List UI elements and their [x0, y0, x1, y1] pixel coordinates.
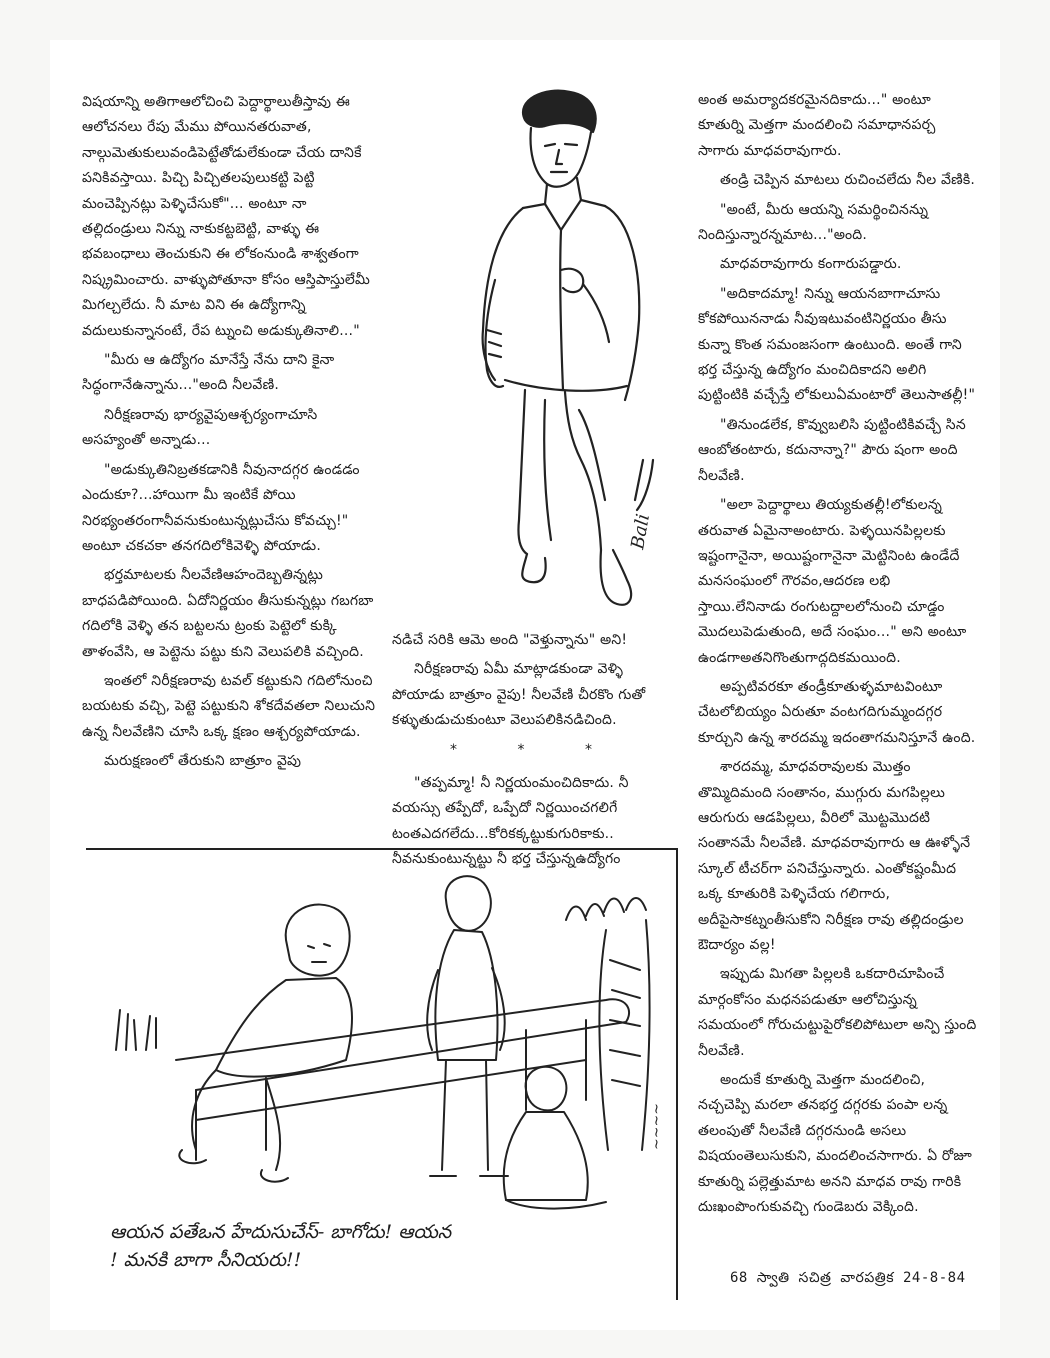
paragraph: "అంటే, మీరు ఆయన్ని సమర్థించినన్ను నిందిస్తున్నారన్నమాట..."అంది. — [698, 201, 929, 244]
svg-text:~~~~: ~~~~ — [649, 1103, 665, 1150]
paragraph: ఇప్పుడు మిగతా పిల్లలకి ఒకదారిచూపించే మార్గంకోసం మధనపడుతూ ఆలోచిస్తున్న సమయంలో గోరుచుట్టుపైరోకలిపోటులా అన్పి స్తుంది నీలవేణి. — [698, 966, 977, 1059]
caption-line: ఆయన పతేఒన హేదుసుచేస్- బాగోదు! ఆయన — [110, 1221, 452, 1243]
paragraph: తండ్రి చెప్పిన మాటలు రుచించలేదు నీల వేణికి. — [720, 172, 976, 189]
caption-line: ! మనకి బాగా సీనియరు!! — [110, 1249, 302, 1271]
paragraph: నిరీక్షణరావు ఏమీ మాట్లాడకుండా వెళ్ళి పోయాడు బాత్రూం వైపు! నీలవేణి చీరకొం గుతో కళ్ళుతుడుచుకుంటూ వెలుపలికినడిచింది. — [392, 661, 646, 729]
paragraph: మాధవరావుగారు కంగారుపడ్డారు. — [720, 256, 902, 273]
walking-man-illustration — [395, 80, 685, 620]
page-footer: 68 స్వాతి సచిత్ర వారపత్రిక 24-8-84 — [730, 1270, 966, 1286]
paragraph: "అడుక్కుతినిబ్రతకడానికి నీవునాదగ్గర ఉండడం ఎందుకూ?...హాయిగా మీ ఇంటికే పోయి నిరభ్యంతరంగానీవనుకుంటున్నట్లుచేసు కోవచ్చు!" అంటూ చకచకా తనగదిలోకివెళ్ళి పోయాడు. — [82, 461, 360, 554]
paragraph: విషయాన్ని అతిగాఆలోచించి పెద్దార్థాలుతీస్తావు ఈ ఆలోచనలు రేపు మేము పోయినతరువాత, నాల్గుమెతుకులువండిపెట్టేతోడులేకుండా చేయ దానికే పనికివస్తాయి. పిచ్చి పిచ్చితలపులుకట్టి పెట్టి మంచెప్పినట్లు పెళ్ళిచేసుకో"... అంటూ నా తల్లిదండ్రులు నిన్ను నాకుకట్టబెట్టి, వాళ్ళు ఈ భవబంధాలు తెంచుకుని ఈ లోకంనుండి శాశ్వతంగా నిష్క్రమించారు. వాళ్ళుపోతూనా కోసం ఆస్తిపాస్తులేమీ మిగల్చలేదు. నీ మాట విని ఈ ఉద్యోగాన్ని వదులుకున్నానంటే, రేప ట్నుంచి అడుక్కుతినాలి..." — [82, 94, 371, 339]
paragraph: "తప్పమ్మా! నీ నిర్ణయంమంచిదికాదు. నీ వయస్సు తప్పేదో, ఒప్పేదో నిర్ణయించగలిగే టంతఎదగలేదు...కోరికక్కట్టుకుగురికాకు.. నీవనుకుంటున్నట్టు నీ భర్త చేస్తున్నఉద్యోగం — [392, 775, 629, 868]
paragraph: "తినుండలేక, కొవ్వుబలిసి పుట్టింటికివచ్చే సిన ఆంబోతంటారు, కదునాన్నా?" పౌరు షంగా అంది నీలవేణి. — [698, 416, 966, 484]
paragraph: "అదికాదమ్మా! నిన్ను ఆయనబాగాచూసు కోకపోయిననాడు నీవుఇటువంటినిర్ణయం తీసు కున్నా కొంత సమంజసంగా ఉంటుంది. అంతే గాని భర్త చేస్తున్న ఉద్యోగం మంచిదికాదని అలిగి పుట్టింటికి వచ్చేస్తే లోకులుఏమంటారో తెలుసాతల్లీ!" — [698, 285, 976, 404]
paragraph: శారదమ్మ, మాధవరావులకు మొత్తం తొమ్మిదిమంది సంతానం, ముగ్గురు మగపిల్లలు ఆరుగురు ఆడపిల్లలు, వీరిలో మొట్టమొదటి సంతానమే నీలవేణి. మాధవరావుగారు ఆ ఊళ్ళోనే స్కూల్ టీచర్‌గా పనిచేస్తున్నారు. ఎంతోకష్టంమీద ఒక్క కూతురికి పెళ్ళిచేయ గలిగారు, అదీపైసాకట్నంతీసుకోని నిరీక్షణ రావు తల్లిదండ్రుల ఔదార్యం వల్ల! — [698, 759, 971, 953]
paragraph: నడిచే సరికి ఆమె అంది "వెళ్తున్నాను" అని! — [392, 632, 628, 648]
paragraph: భర్తమాటలకు నీలవేణిఆహందెబ్బతిన్నట్లు బాధపడిపోయింది. ఏదోనిర్ణయం తీసుకున్నట్లు గబగబా గదిలోకి వెళ్ళి తన బట్టలను ట్రంకు పెట్టెలో కుక్కి తాళంవేసి, ఆ పెట్టెను పట్టు కుని వెలుపలికి వచ్చింది. — [82, 567, 374, 660]
section-separator: * * * — [450, 741, 620, 758]
paragraph: అందుకే కూతుర్ని మెత్తగా మందలించి, నచ్చచెప్పి మరలా తనభర్త దగ్గరకు పంపా లన్న తలంపుతో నీలవేణి దగ్గరనుండి అసలు విషయంతెలుసుకుని, మందలించసాగారు. ఏ రోజూ కూతుర్ని పల్లెత్తుమాట అనని మాధవ రావు గారికి దుఃఖంపొంగుకువచ్చి గుండెబరు వెక్కింది. — [698, 1072, 972, 1216]
paragraph: అంత అమర్యాదకరమైనదికాదు..." అంటూ కూతుర్ని మెత్తగా మందలించి సమాధానపర్చ సాగారు మాధవరావుగారు. — [698, 92, 936, 159]
paragraph: నిరీక్షణరావు భార్యవైపుఆశ్చర్యంగాచూసి అసహ్యంతో అన్నాడు... — [82, 406, 318, 449]
park-bench-cartoon — [86, 850, 676, 1220]
paragraph: అప్పటివరకూ తండ్రీకూతుళ్ళమాటవింటూ చేటలోబియ్యం ఏరుతూ వంటగదిగుమ్మందగ్గర కూర్చుని ఉన్న శారదమ్మ ఇదంతాగమనిస్తూనే ఉంది. — [698, 678, 976, 746]
artist-signature: Bali — [627, 512, 655, 551]
paragraph: మరుక్షణంలో తేరుకుని బాత్రూం వైపు — [104, 753, 302, 770]
right-text-column — [698, 88, 978, 1224]
left-text-column — [82, 90, 380, 779]
cartoon-caption — [110, 1218, 630, 1274]
paragraph: "మీరు ఆ ఉద్యోగం మానేస్తే నేను దాని కైనా సిద్ధంగానేఉన్నాను..."అంది నీలవేణి. — [82, 352, 335, 394]
paragraph: "అలా పెద్దార్థాలు తియ్యకుతల్లీ!లోకులన్న తరువాత ఏమైనాఅంటారు. పెళ్ళయినపిల్లలకు ఇష్టంగానైనా, అయిష్టంగానైనా మెట్టినింట ఉండేదే మనసంఘంలో గౌరవం,ఆదరణ లభి స్తాయి.లేనినాడు రంగుటద్దాలలోనుంచి చూడ్డం మొదలుపెడుతుంది, అదే సంఘం..." అని అంటూ ఉండగాఅతనిగొంతుగాద్గదికమయింది. — [698, 497, 967, 666]
middle-text-column — [392, 628, 678, 877]
magazine-page — [50, 40, 1000, 1330]
paragraph: ఇంతలో నిరీక్షణరావు టవల్ కట్టుకుని గదిలోనుంచి బయటకు వచ్చి, పెట్టె పట్టుకుని శోకదేవతలా నిలుచుని ఉన్న నీలవేణిని చూసి ఒక్క క్షణం ఆశ్చర్యపోయాడు. — [82, 672, 376, 740]
